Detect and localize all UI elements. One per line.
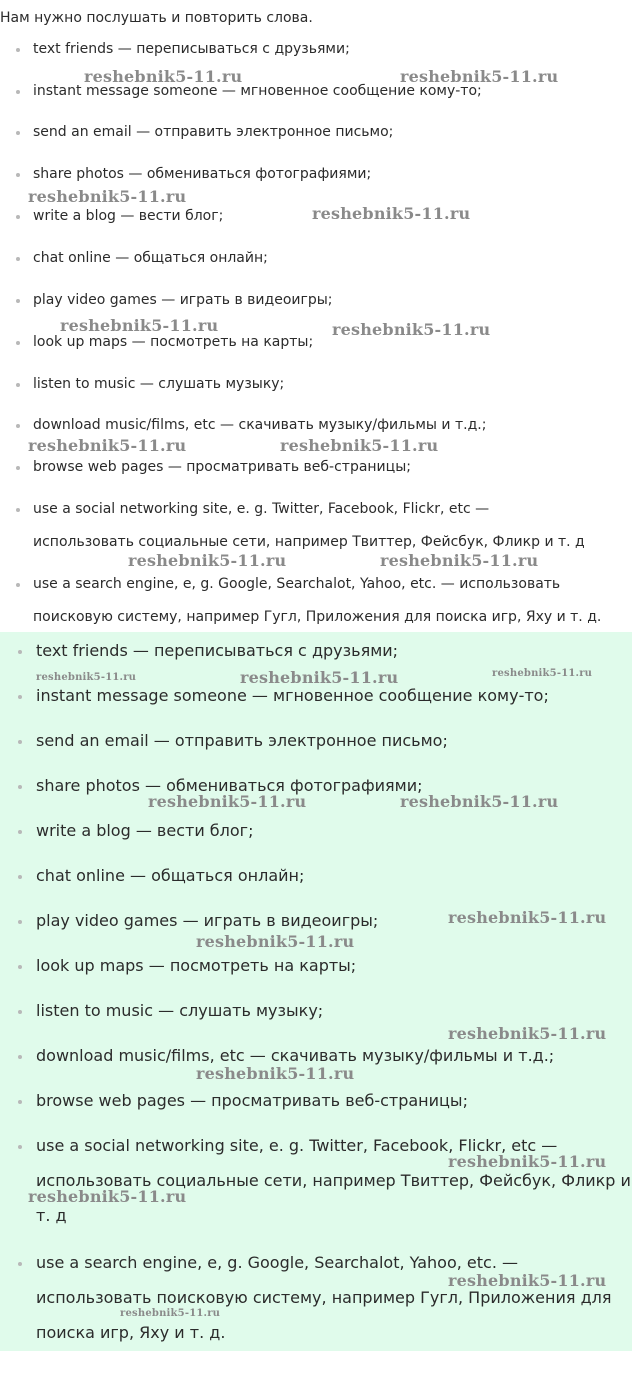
bullet-icon bbox=[18, 1010, 22, 1014]
list-item-text: instant message someone — мгновенное сообщение кому-то; bbox=[36, 686, 549, 705]
list-item-text-continued: т. д bbox=[36, 1206, 67, 1225]
watermark: reshebnik5-11.ru bbox=[448, 908, 607, 927]
watermark: reshebnik5-11.ru bbox=[400, 67, 559, 86]
watermark: reshebnik5-11.ru bbox=[448, 1024, 607, 1043]
watermark: reshebnik5-11.ru bbox=[196, 932, 355, 951]
bullet-icon bbox=[16, 90, 20, 94]
list-item-text: share photos — обмениваться фотографиями; bbox=[36, 776, 423, 795]
watermark: reshebnik5-11.ru bbox=[312, 204, 471, 223]
bullet-icon bbox=[18, 740, 22, 744]
bullet-icon bbox=[16, 383, 20, 387]
list-item-text: listen to music — слушать музыку; bbox=[33, 376, 285, 392]
list-item-text: send an email — отправить электронное письмо; bbox=[36, 731, 448, 750]
list-item-text: send an email — отправить электронное письмо; bbox=[33, 124, 394, 140]
list-item-text: chat online — общаться онлайн; bbox=[33, 250, 268, 266]
list-item-text: use a search engine, e, g. Google, Searchalot, Yahoo, etc. — bbox=[36, 1253, 519, 1272]
watermark: reshebnik5-11.ru bbox=[380, 551, 539, 570]
watermark: reshebnik5-11.ru bbox=[492, 668, 593, 679]
bullet-icon bbox=[18, 695, 22, 699]
list-item-text: chat online — общаться онлайн; bbox=[36, 866, 305, 885]
bullet-icon bbox=[16, 466, 20, 470]
watermark: reshebnik5-11.ru bbox=[28, 187, 187, 206]
list-item-text-continued: использовать социальные сети, например Твиттер, Фейсбук, Фликр и bbox=[36, 1171, 631, 1190]
watermark: reshebnik5-11.ru bbox=[148, 792, 307, 811]
bullet-icon bbox=[16, 131, 20, 135]
watermark: reshebnik5-11.ru bbox=[448, 1152, 607, 1171]
list-item-text: browse web pages — просматривать веб-страницы; bbox=[36, 1091, 468, 1110]
bullet-icon bbox=[18, 875, 22, 879]
bullet-icon bbox=[18, 785, 22, 789]
list-item-text: write a blog — вести блог; bbox=[36, 821, 254, 840]
bullet-icon bbox=[18, 920, 22, 924]
bullet-icon bbox=[18, 1145, 22, 1149]
watermark: reshebnik5-11.ru bbox=[240, 668, 399, 687]
bullet-icon bbox=[16, 299, 20, 303]
watermark: reshebnik5-11.ru bbox=[84, 67, 243, 86]
list-item-text: look up maps — посмотреть на карты; bbox=[33, 334, 314, 350]
watermark: reshebnik5-11.ru bbox=[120, 1308, 221, 1319]
list-item-text: text friends — переписываться с друзьями; bbox=[36, 641, 399, 660]
watermark: reshebnik5-11.ru bbox=[60, 316, 219, 335]
list-item-text: text friends — переписываться с друзьями; bbox=[33, 41, 350, 57]
watermark: reshebnik5-11.ru bbox=[36, 672, 137, 683]
list-item-text: share photos — обмениваться фотографиями; bbox=[33, 166, 372, 182]
bullet-icon bbox=[16, 341, 20, 345]
list-item-text: play video games — играть в видеоигры; bbox=[36, 911, 379, 930]
list-item-text: listen to music — слушать музыку; bbox=[36, 1001, 324, 1020]
list-item-text-continued: использовать социальные сети, например Твиттер, Фейсбук, Фликр и т. д bbox=[33, 534, 585, 550]
bullet-icon bbox=[18, 965, 22, 969]
watermark: reshebnik5-11.ru bbox=[196, 1064, 355, 1083]
list-item-text-continued: поиска игр, Яху и т. д. bbox=[36, 1323, 226, 1342]
list-item-text-continued: использовать поисковую систему, например Гугл, Приложения для bbox=[36, 1288, 612, 1307]
watermark: reshebnik5-11.ru bbox=[28, 1187, 187, 1206]
list-item-text: play video games — играть в видеоигры; bbox=[33, 292, 333, 308]
list-item-text: use a social networking site, e. g. Twitter, Facebook, Flickr, etc — bbox=[36, 1136, 558, 1155]
list-item-text: look up maps — посмотреть на карты; bbox=[36, 956, 357, 975]
list-item-text: write a blog — вести блог; bbox=[33, 208, 224, 224]
bullet-icon bbox=[18, 1100, 22, 1104]
bullet-icon bbox=[16, 257, 20, 261]
list-item-text: instant message someone — мгновенное сообщение кому-то; bbox=[33, 83, 482, 99]
bullet-icon bbox=[18, 1055, 22, 1059]
watermark: reshebnik5-11.ru bbox=[332, 320, 491, 339]
list-item-text: browse web pages — просматривать веб-страницы; bbox=[33, 459, 411, 475]
bullet-icon bbox=[18, 1262, 22, 1266]
watermark: reshebnik5-11.ru bbox=[448, 1271, 607, 1290]
watermark: reshebnik5-11.ru bbox=[28, 436, 187, 455]
bullet-icon bbox=[16, 424, 20, 428]
watermark: reshebnik5-11.ru bbox=[400, 792, 559, 811]
list-item-text-continued: поисковую систему, например Гугл, Приложения для поиска игр, Яху и т. д. bbox=[33, 609, 602, 625]
bullet-icon bbox=[16, 583, 20, 587]
list-item-text: download music/films, etc — скачивать музыку/фильмы и т.д.; bbox=[36, 1046, 555, 1065]
watermark: reshebnik5-11.ru bbox=[280, 436, 439, 455]
list-item-text: use a social networking site, e. g. Twitter, Facebook, Flickr, etc — bbox=[33, 501, 490, 517]
list-item-text: download music/films, etc — скачивать музыку/фильмы и т.д.; bbox=[33, 417, 487, 433]
bullet-icon bbox=[16, 215, 20, 219]
bullet-icon bbox=[18, 650, 22, 654]
bullet-icon bbox=[16, 173, 20, 177]
intro-text: Нам нужно послушать и повторить слова. bbox=[0, 10, 313, 26]
list-item-text: use a search engine, e, g. Google, Searchalot, Yahoo, etc. — использовать bbox=[33, 576, 561, 592]
bullet-icon bbox=[18, 830, 22, 834]
bullet-icon bbox=[16, 48, 20, 52]
watermark: reshebnik5-11.ru bbox=[128, 551, 287, 570]
bullet-icon bbox=[16, 508, 20, 512]
